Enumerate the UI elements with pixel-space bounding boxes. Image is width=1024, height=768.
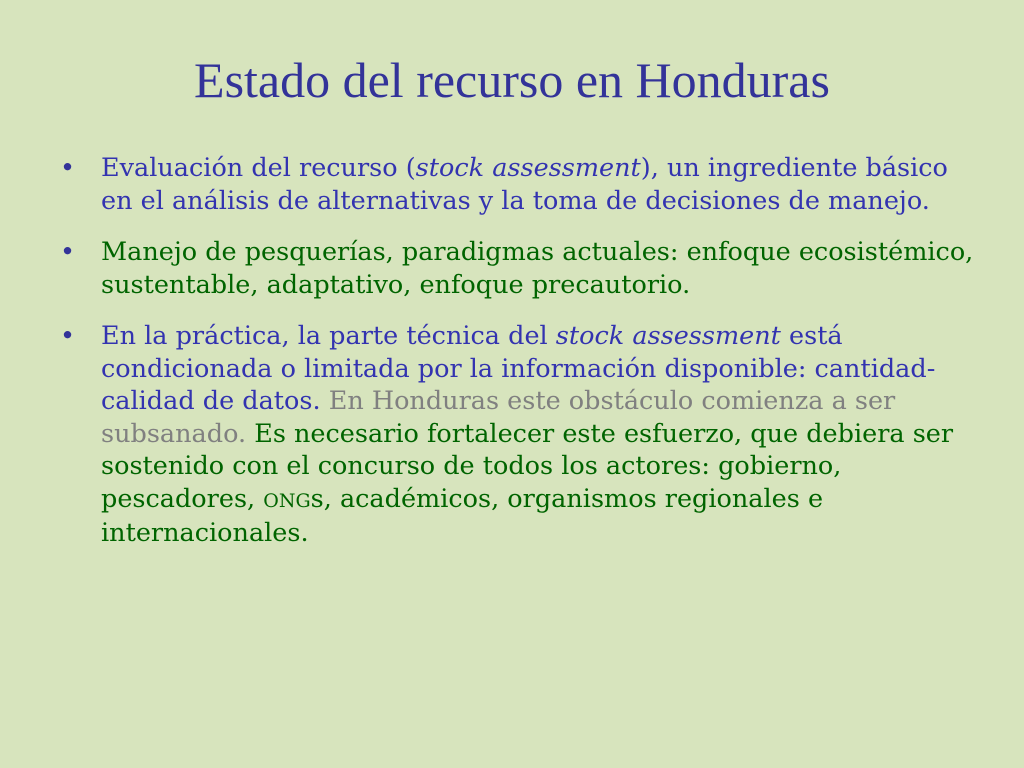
bullet-item-stock-assessment	[60, 152, 975, 217]
bullet-text-italic: stock assessment	[415, 153, 641, 183]
bullet-icon: •	[60, 153, 76, 183]
bullet-list	[60, 152, 975, 569]
bullet-text: está condicionada o limitada por la información disponible: cantidad-calidad de datos.	[101, 321, 936, 416]
bullet-text: ), un ingrediente básico en el análisis de alternativas y la toma de decisiones de manejo.	[101, 153, 948, 216]
bullet-text-green: s, académicos, organismos regionales e internacionales.	[101, 483, 824, 548]
bullet-text-gray: En Honduras este obstáculo comienza a ser subsanado.	[101, 386, 896, 449]
bullet-text-green: Es necesario fortalecer este esfuerzo, que debiera ser sostenido con el concurso de todos los actores: gobierno, pescadores,	[101, 418, 954, 514]
bullet-text-italic: stock assessment	[555, 321, 781, 351]
bullet-text-small-caps: ONG	[263, 489, 311, 512]
slide-title: Estado del recurso en Honduras	[194, 52, 830, 108]
bullet-item-paradigms	[60, 236, 975, 301]
bullet-icon: •	[60, 237, 76, 267]
bullet-item-practice	[60, 320, 975, 550]
bullet-text: Manejo de pesquerías, paradigmas actuales: enfoque ecosistémico, sustentable, adaptativo, enfoque precautorio.	[101, 237, 974, 300]
bullet-text: Evaluación del recurso (	[101, 153, 416, 183]
bullet-icon: •	[60, 321, 76, 351]
bullet-text: En la práctica, la parte técnica del	[101, 321, 556, 351]
